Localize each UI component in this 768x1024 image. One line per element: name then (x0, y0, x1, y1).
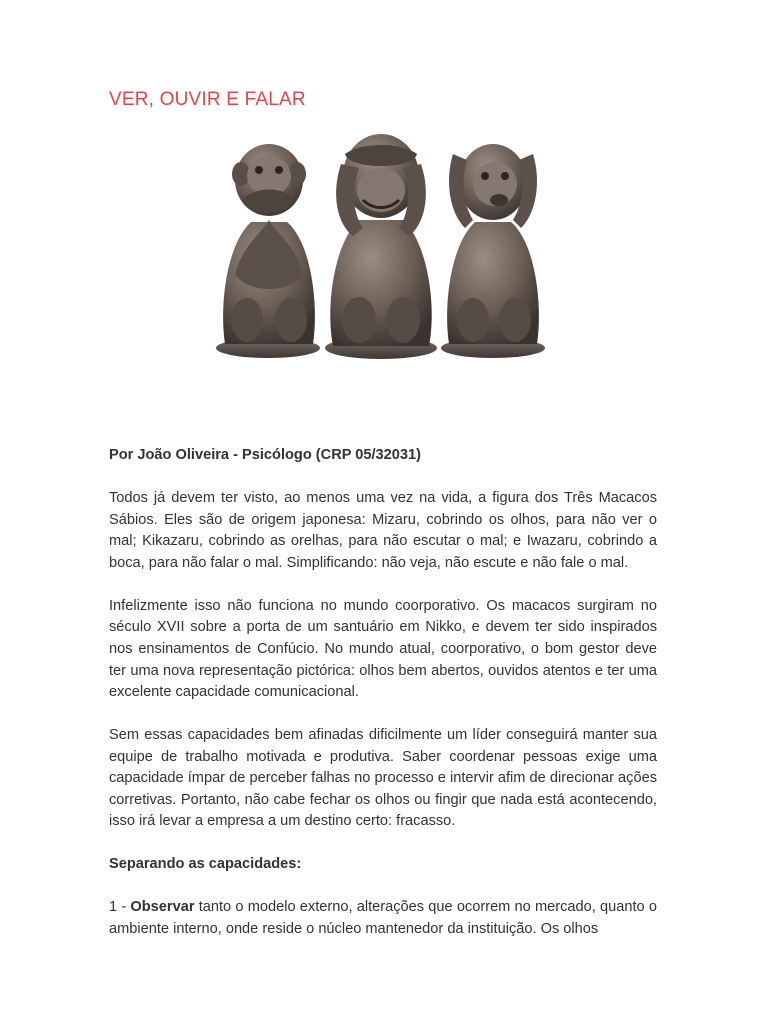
list-item (109, 897, 657, 940)
paragraph: Todos já devem ter visto, ao menos uma vez na vida, a figura dos Três Macacos Sábios. Eles são de origem japonesa: Mizaru, cobrindo os olhos, para não ver o mal; Kikazaru, cobrindo as orelhas, para não escutar o mal; e Iwazaru, cobrindo a boca, para não falar o mal. Simplificando: não veja, não escute e não fale o mal. (109, 489, 657, 571)
item-keyword: Observar (130, 899, 195, 916)
article-body (109, 445, 657, 962)
monkey-hear-no-evil (441, 144, 545, 358)
item-number: 1 - (109, 899, 131, 916)
three-monkeys-image (213, 124, 549, 360)
three-wise-monkeys-icon (213, 124, 549, 360)
article-title: VER, OUVIR E FALAR (109, 89, 306, 110)
paragraph: Infelizmente isso não funciona no mundo coorporativo. Os macacos surgiram no século XVII sobre a porta de um santuário em Nikko, e devem ter sido inspirados nos ensinamentos de Confúcio. No mundo atual, coorporativo, o bom gestor deve ter uma nova representação pictórica: olhos bem abertos, ouvidos atentos e ter uma excelente capacidade comunicacional. (109, 597, 657, 701)
item-text: tanto o modelo externo, alterações que ocorrem no mercado, quanto o ambiente interno, onde reside o núcleo mantenedor da instituição. Os olhos (109, 899, 657, 938)
section-heading: Separando as capacidades: (109, 856, 302, 873)
paragraph: Sem essas capacidades bem afinadas dificilmente um líder conseguirá manter sua equipe de trabalho motivada e produtiva. Saber coordenar pessoas exige uma capacidade ímpar de perceber falhas no processo e intervir afim de direcionar ações corretivas. Portanto, não cabe fechar os olhos ou fingir que nada está acontecendo, isso irá levar a empresa a um destino certo: fracasso. (109, 727, 657, 830)
author-byline: Por João Oliveira - Psicólogo (CRP 05/32031) (109, 447, 421, 463)
monkey-speak-no-evil (216, 144, 320, 358)
monkey-see-no-evil (325, 134, 437, 359)
